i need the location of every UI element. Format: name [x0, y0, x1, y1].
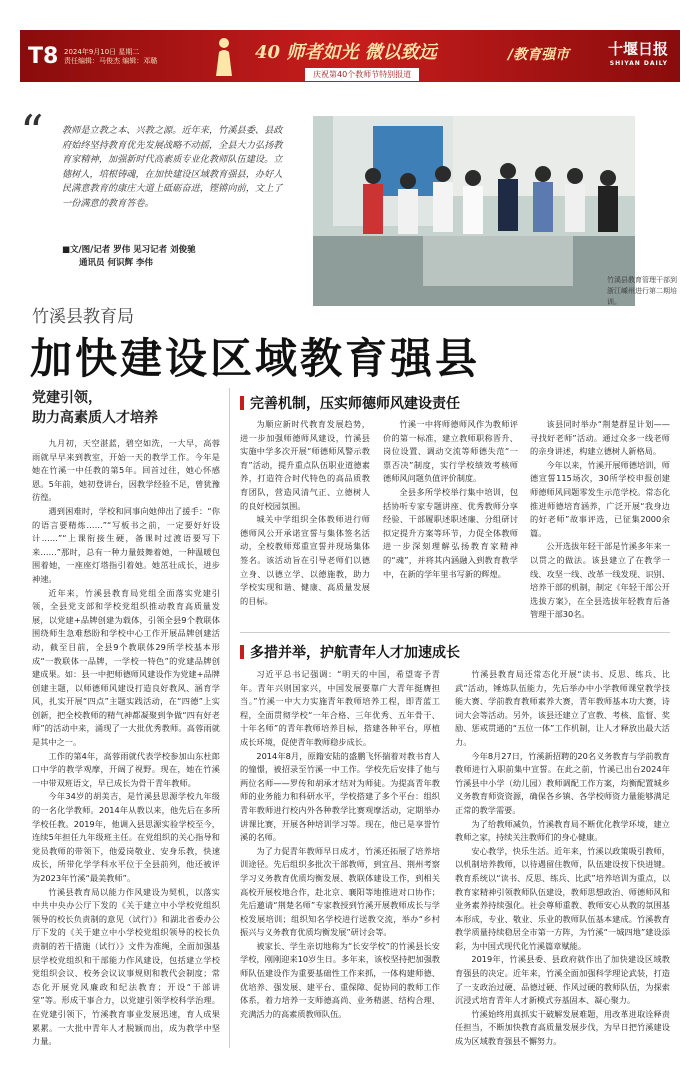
issue-info — [64, 48, 157, 66]
article-kicker: 竹溪县教育局 — [32, 307, 134, 327]
quote-mark-icon: “ — [20, 105, 44, 159]
byline-correspondents: 通讯员 何识辉 李伟 — [79, 258, 153, 268]
section2-paragraph: 该县同时举办“荆楚群星计划——寻找好老师”活动。通过众多一线老师的亲身讲述，构建立德树人新格局。 — [530, 419, 670, 457]
section2-body-col1 — [240, 418, 370, 618]
section3-paragraph: 为了力促青年教师早日成才，竹溪还拓展了培养培训途径。先后组织多批次干部教师，到宜昌、荆州考察学习义务教育优质均衡发展、教联体建设工作，到相关高校开展校地合作，赴北京、襄阳等地推进对口协作；先后邀请“荆楚名师”专家教授到竹溪开展教师成长与学校发展培训；组织知名学校进行送教交流，举办“乡村振兴与义务教育优质均衡发展”研讨会等。 — [240, 845, 440, 938]
photo-group-visit-image — [313, 116, 635, 306]
photo-caption: 竹溪县教育管理干部到浙江嵊州进行第二期培训。 — [607, 276, 677, 306]
section2-title — [240, 393, 460, 413]
newspaper-name: 十堰日报 — [607, 40, 668, 58]
section3-paragraph: 今年8月27日，竹溪新招聘的20名义务教育与学前教育教师进行入职前集中宣誓。在此之前，竹溪已出台2024年竹溪县中小学（幼儿园）教师调配工作方案，均衡配置城乡义务教育师资资源，确保各乡镇、各学校师资力量能够满足正常的教学需要。 — [455, 750, 670, 815]
section2-paragraph: 为顺应新时代教育发展趋势，进一步加强师德师风建设，竹溪县实施中学多次开展“师德师风警示教育”活动，提升重点队伍职业道德素养，打造符合时代特色的高品质教育团队，营造风清气正、立德树人的良好校园氛围。 — [240, 419, 370, 511]
section-marker-icon — [240, 396, 244, 410]
section2-paragraph: 今年以来，竹溪开展师德培训，师德宣誓115场次，30所学校申报创建师德师风同题零发生示范学校。常态化推进师德培育涵养，广泛开展“我身边的好老师”故事评选，已征集2000余篇。 — [530, 459, 670, 538]
page-number: T8 — [28, 44, 59, 69]
section1-title-line2: 助力高素质人才培养 — [32, 410, 158, 426]
section-brand: /教育强市 — [508, 47, 570, 63]
news-photo — [313, 116, 635, 306]
section1-body — [32, 437, 220, 1047]
section1-paragraph: 遇到困难时，学校和同事向她伸出了援手：“你的语言要精炼……”“写板书之前，一定要好好设计……”“上课衔接生硬，备课时过渡语要写下来……”那时，总有一种力量鼓舞着她，一种温暖包围着她，一座座灯塔指引着她。她茁壮成长，进步神速。 — [32, 505, 220, 584]
section2-title-text: 完善机制，压实师德师风建设责任 — [250, 396, 460, 412]
section2-paragraph: 全县多所学校举行集中培训，包括协听专家专题讲座、优秀教师分享经验、干部履职述职述廉、分组研讨拟定提升方案等环节，力促全体教师进一步深刻理解弘扬教育家精神的“魂”，并将其内涵融入到教育教学中，在新的学年里书写新的辉煌。 — [383, 486, 518, 579]
special-report-subtitle: 庆祝第40个教师节特别报道 — [305, 68, 419, 81]
section3-paragraph: 安心教学，快乐生活。近年来，竹溪以政策吸引教师，以机制培养教师，以待遇留住教师，队伍建设按下快进键。教育系统以“读书、反思、练兵、比武”培养培训为重点，以教育家精神引领教师队伍建设，教师思想政治、师德师风和业务素养持续强化。社会尊师重教、教师安心从教的氛围基本形成，专业、敬业、乐业的教师队伍基本建成。竹溪教育教学质量持续稳居全市第一方阵，为竹溪“一城四地”建设添彩，为中国式现代化竹溪篇章赋能。 — [455, 845, 670, 951]
section3-paragraph: 2014年8月，原籍安陆的盛鹏飞怀揣着对教书育人的憧憬，被招录至竹溪一中工作。学校先后安排了他与两位名师——罗传和胡承才结对为师徒。为提高青年教师的业务能力和科研水平，学校搭建了多个平台：组织青年教师进行校内外各种教学比赛观摩活动，定期举办讲课比赛，开展各种培训学习等。现在，他已是享誉竹溪的名师。 — [240, 750, 440, 843]
section1-paragraph: 今年34岁的胡美吉，是竹溪县思源学校九年级的一名化学教师。2014年从教以来，他先后在多所学校任教。2019年，他调入县思源实验学校至今，连续5年担任九年级班主任。在党组织的关心指导和党员教师的带领下，他爱岗敬业、安身乐教，快速成长，所带化学学科水平位于全县前列，他还被评为2023年竹溪“最美教师”。 — [32, 791, 220, 883]
section2-paragraph: 竹溪一中将师德师风作为教师评价的第一标准，建立教师职称晋升、岗位设置、调动交流等师德失范“一票否决”制度，实行学校绩效考核师德师风问题负值评价制度。 — [383, 419, 518, 484]
byline — [62, 244, 287, 270]
teacher-silhouette-icon — [210, 36, 238, 76]
section2-paragraph: 公开选拔年轻干部是竹溪多年来一以贯之的做法。该县建立了在教学一线、攻坚一线、改革一线发现、识别、培养干部的机制，制定《年轻干部公开选拔方案》，在全县选拔年轻教育后备管理干部30名。 — [530, 541, 670, 620]
column-divider — [229, 388, 230, 1048]
section3-paragraph: 竹溪始终用真抓实干破解发展难题，用改革进取诠释责任担当，不断加快教育高质量发展步伐，为早日把竹溪建设成为区域教育强县不懈努力。 — [455, 1008, 670, 1047]
section3-body-col2 — [455, 668, 670, 1048]
issue-editors: 责任编辑：马俊杰 编辑：邓璐 — [64, 57, 158, 65]
section2-paragraph: 城关中学组织全体教师进行师德师风公开承诺宣誓与集体签名活动，全校教师郑重宣誓并现场集体签名。该活动旨在引导老师们以德立身、以德立学、以德施教，助力学校实现和谐、健康、高质量发展的目标。 — [240, 514, 370, 606]
section3-body-col1 — [240, 668, 440, 1048]
section3-paragraph: 2019年，竹溪县委、县政府就作出了加快建设区域教育强县的决定。近年来，竹溪全面加强科学理论武装，打造了一支政治过硬、品德过硬、作风过硬的教师队伍，为探索沉浸式培育青年人才新模式夯基固本、凝心聚力。 — [455, 954, 670, 1006]
special-slogan: 40 师者如光 微以致远 — [255, 42, 437, 63]
section1-paragraph: 近年来，竹溪县教育局党组全面落实党建引领，全县党支部和学校党组织推动教育高质量发展，以党建+品牌创建为载体，引领全县9个教联体围绕师生急难愁盼和学校中心工作开展品牌创建活动，截至目前，全县9个教联体29所学校基本形成“一教联体一品牌，一学校一特色”的党建品牌创建成果。如：县一中把师德师风建设作为党建+品牌创建主题，以师德师风建设打造良好教风、涵育学风，扎实开展“四点”主题实践活动，在“四德”上实创新，把全校教师的精气神都凝聚到争做“四有好老师”的活动中来，涌现了一大批优秀教师。高蓉雨就是其中之一。 — [32, 587, 220, 748]
section3-paragraph: 为了给教师减负，竹溪教育局不断优化教学环境，建立教师之家，持续关注教师们的身心健康。 — [455, 818, 670, 843]
newspaper-name-en: SHIYAN DAILY — [609, 60, 668, 67]
section2-body-col3 — [530, 418, 670, 618]
article-headline: 加快建设区域教育强县 — [30, 334, 481, 383]
section3-paragraph: 被家长、学生亲切地称为“长安学校”的竹溪县长安学校，刚刚迎来10岁生日。多年来，该校坚持把加强教师队伍建设作为重要基础性工作来抓，一体构建师德、优培养、强发展、建平台、重保障、促协同的教师工作体系，着力培养一支师德高尚、业务精湛、结构合理、充满活力的高素质教师队伍。 — [240, 940, 440, 1019]
section3-title — [240, 642, 460, 662]
section1-paragraph: 竹溪县教育局以能力作风建设为契机，以落实中共中央办公厅下发的《关于建立中小学校党组织领导的校长负责制的意见（试行）》和湖北省委办公厅下发的《关于建立中小学校党组织领导的校长负责制的若干措施（试行）》文件为准绳，全面加强基层学校党组织和干部能力作风建设，包括建立学校党组织会议、校务会议议事规则和教代会制度；常态化开展党风廉政和纪法教育；开设“干部讲堂”等。形成干事合力，以党建引领学校科学治理。在党建引领下，竹溪教育事业发展迅速，育人成果累累。一大批中青年人才脱颖而出，成为教学中坚力量。 — [32, 886, 220, 1047]
section1-paragraph: 九月初，天空湛蓝，碧空如洗，一大早，高蓉雨就早早来到教室，开始一天的教学工作。今年是她在竹溪一中任教的第5年。回首过往，她心怀感恩。5年前，她初登讲台，因教学经验不足，曾犹豫彷徨。 — [32, 438, 220, 503]
section1-paragraph: 工作的第4年，高蓉雨就代表学校参加山东杜郎口中学的教学观摩，开阔了视野。现在，她在竹溪一中带双班语文，早已成长为骨干青年教师。 — [32, 750, 220, 788]
byline-reporters: ■文/图/记者 罗伟 见习记者 刘俊驰 — [62, 245, 196, 255]
section-divider — [240, 632, 670, 633]
section3-paragraph: 习近平总书记强调：“明天的中国，希望寄予青年。青年兴则国家兴，中国发展要靠广大青年挺膺担当。”竹溪一中大力实施青年教师培养工程，即青蓝工程，全面贯彻学校“一年合格、三年优秀、五年骨干、十年名师”的青年教师培养目标，搭建各种平台，厚植成长环境，促使青年教师稳步成长。 — [240, 669, 440, 747]
section3-paragraph: 竹溪县教育局还常态化开展“读书、反思、练兵、比武”活动，锤炼队伍能力，先后举办中小学教师课堂教学技能大赛、学前教育教师素养大赛，青年教师基本功大赛，诗词大会等活动。另外，该县还建立了宣教、考核、监督、奖励、惩戒贯通的“五位一体”工作机制，让人才释放出最大活力。 — [455, 669, 670, 747]
section3-title-text: 多措并举，护航青年人才加速成长 — [250, 645, 460, 661]
section1-title — [32, 388, 232, 428]
issue-date: 2024年9月10日 星期二 — [64, 48, 140, 56]
masthead — [20, 30, 680, 82]
section-marker-icon — [240, 645, 244, 659]
section2-body-col2 — [383, 418, 518, 618]
lead-paragraph: 教师是立教之本、兴教之源。近年来，竹溪县委、县政府始终坚持教育优先发展战略不动摇，全县大力弘扬教育家精神，加强新时代高素质专业化教师队伍建设。立德树人，培根铸魂，在加快建设区域教育强县，办好人民满意教育的康庄大道上砥砺奋进，铿锵向前，文上了一份满意的教育答卷。 — [62, 125, 283, 209]
newspaper-logo — [608, 38, 668, 67]
section1-title-line1: 党建引领， — [32, 390, 102, 406]
